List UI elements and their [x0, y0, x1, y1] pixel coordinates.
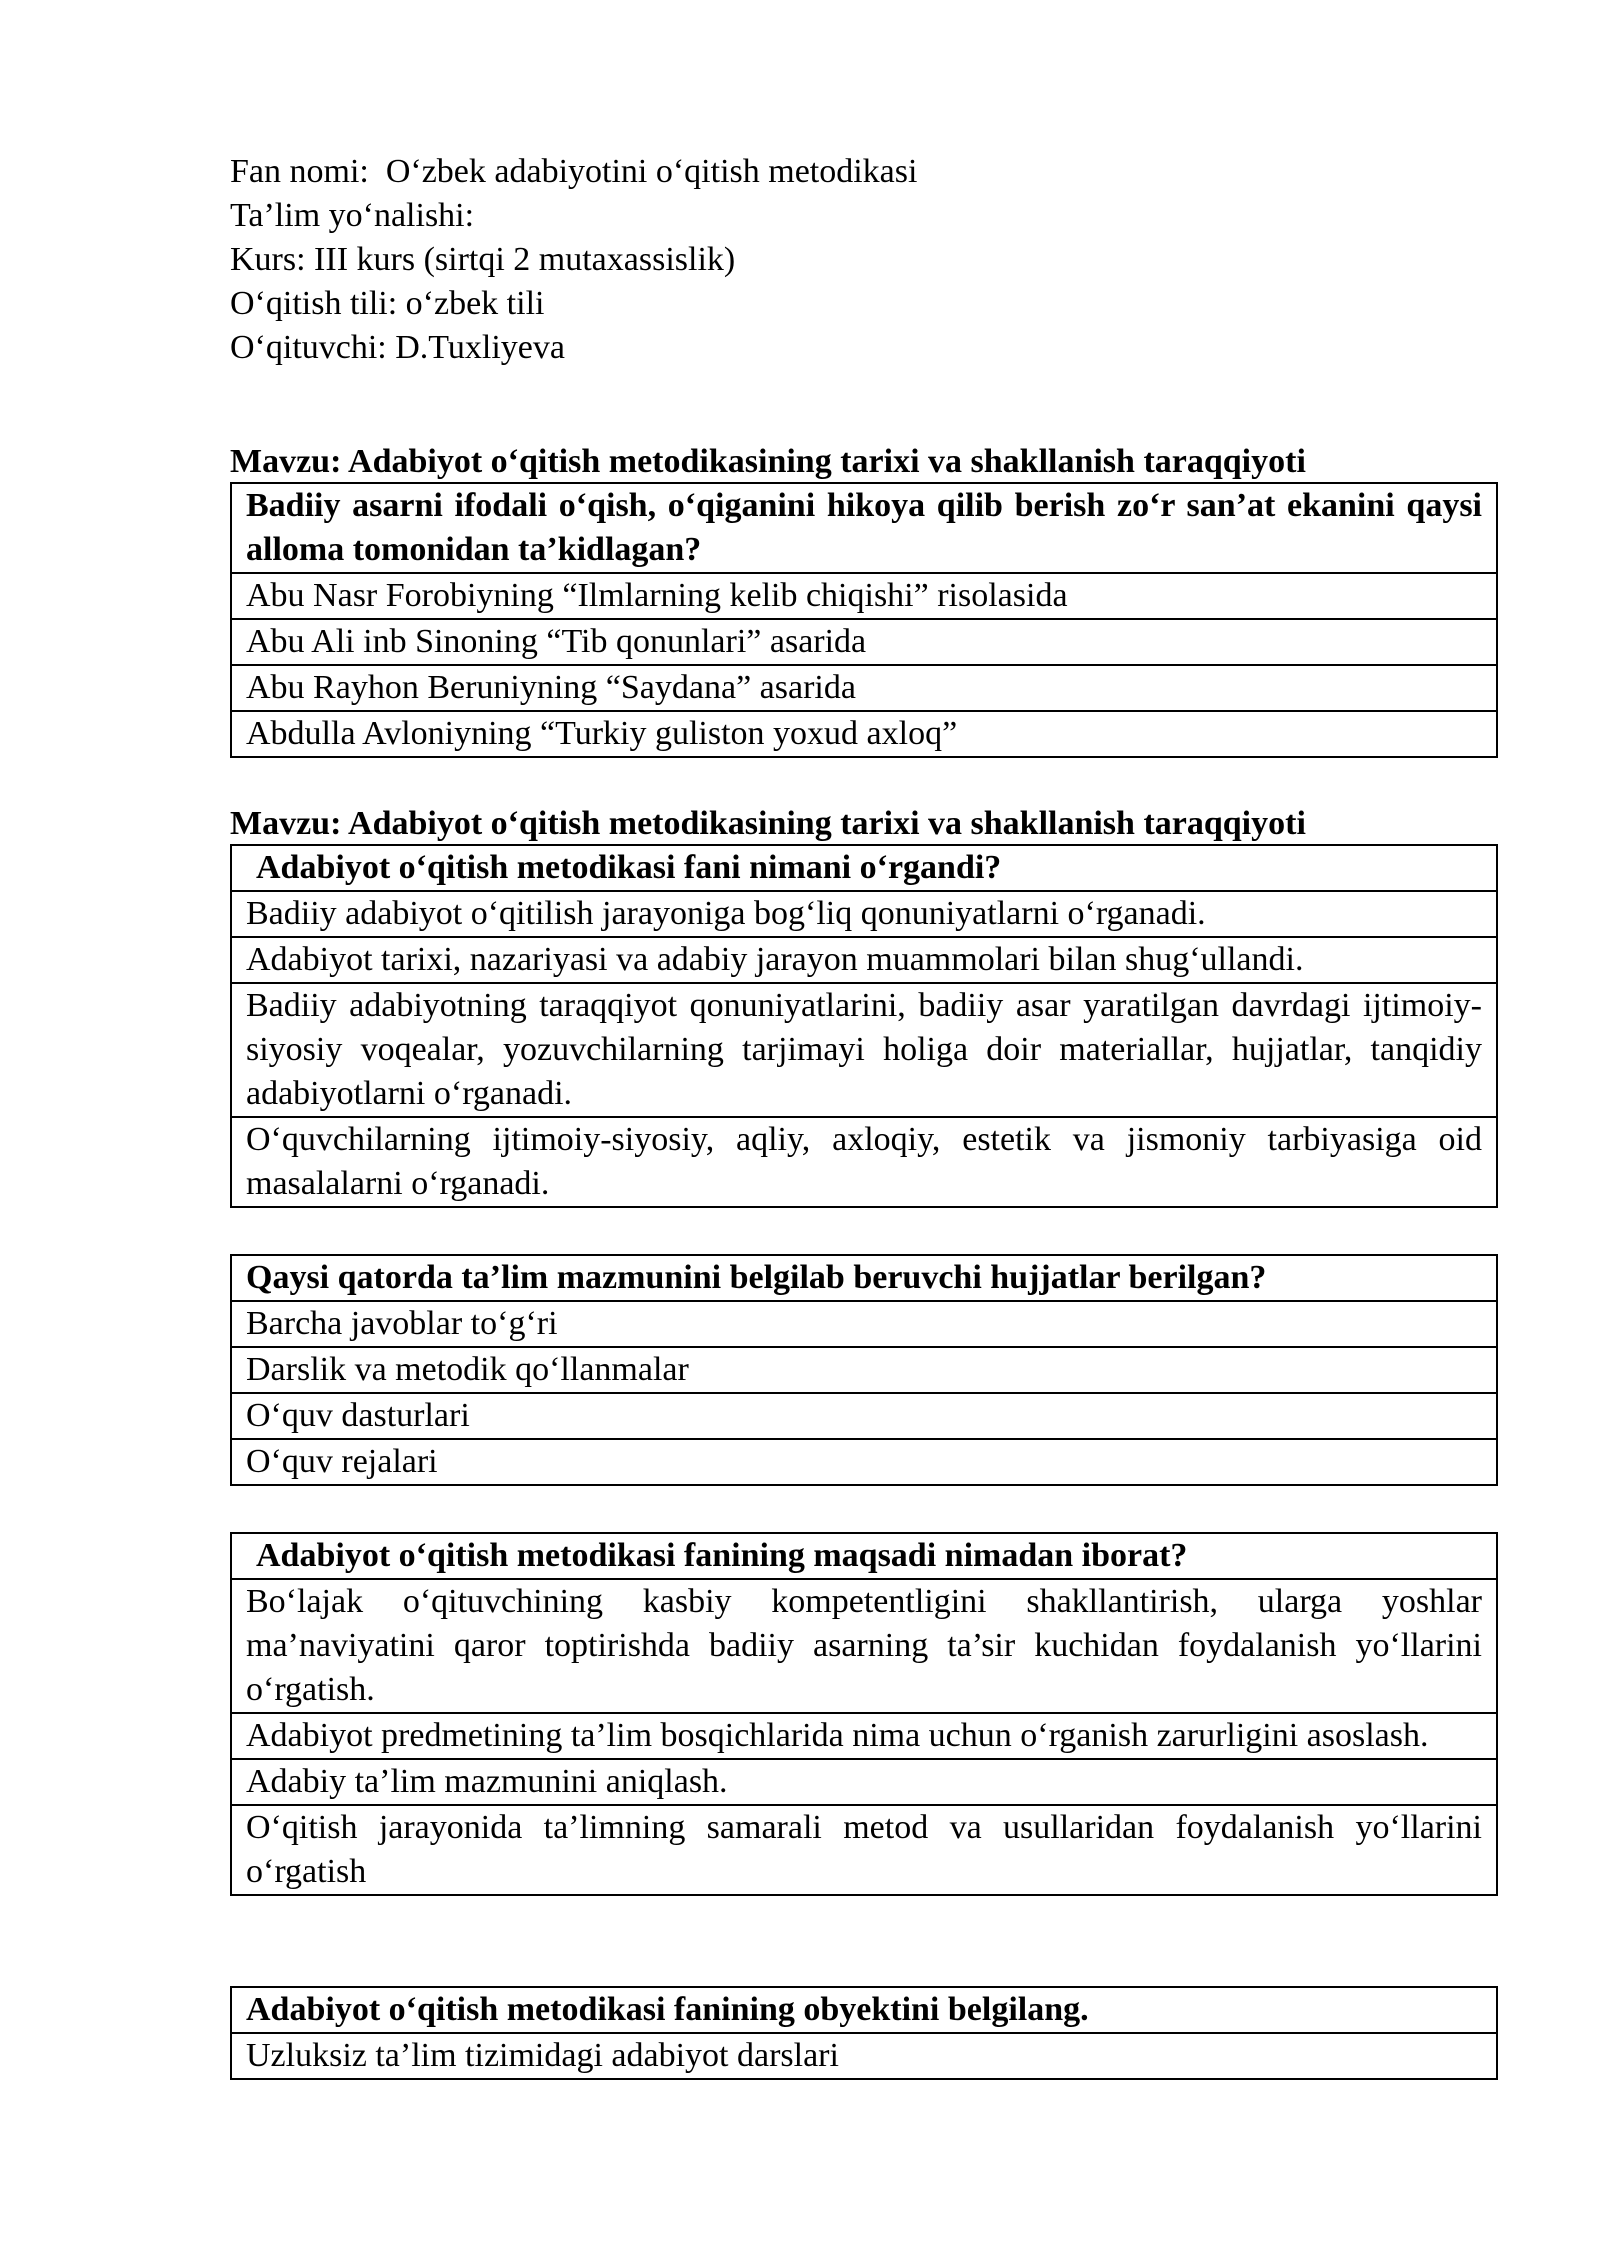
answer-option: Barcha javoblar to‘g‘ri [231, 1301, 1497, 1347]
document-header [230, 150, 1498, 370]
course-line: Kurs: III kurs (sirtqi 2 mutaxassislik) [230, 241, 736, 278]
question-text: Adabiyot o‘qitish metodikasi fanining maqsadi nimadan iborat? [231, 1533, 1497, 1579]
question-text: Adabiyot o‘qitish metodikasi fanining obyektini belgilang. [231, 1987, 1497, 2033]
answer-option: Badiiy adabiyot o‘qitilish jarayoniga bog‘liq qonuniyatlarni o‘rganadi. [231, 891, 1497, 937]
answer-option: Bo‘lajak o‘qituvchining kasbiy kompetentligini shakllantirish, ularga yoshlar ma’naviyatini qaror toptirishda badiiy asarning ta’sir kuchidan foydalanish yo‘llarini o‘rgatish. [231, 1579, 1497, 1713]
answer-option: O‘quvchilarning ijtimoiy-siyosiy, aqliy, axloqiy, estetik va jismoniy tarbiyasiga oid masalalarni o‘rganadi. [231, 1117, 1497, 1207]
question-text: Qaysi qatorda ta’lim mazmunini belgilab beruvchi hujjatlar berilgan? [231, 1255, 1497, 1301]
answer-option: Badiiy adabiyotning taraqqiyot qonuniyatlarini, badiiy asar yaratilgan davrdagi ijtimoiy-siyosiy voqealar, yozuvchilarning tarjimayi holiga doir materiallar, hujjatlar, tanqidiy adabiyotlarni o‘rganadi. [231, 983, 1497, 1117]
question-block-2 [230, 804, 1498, 1208]
answer-option: Abu Rayhon Beruniyning “Saydana” asarida [231, 665, 1497, 711]
answer-option: O‘qitish jarayonida ta’limning samarali metod va usullaridan foydalanish yo‘llarini o‘rgatish [231, 1805, 1497, 1895]
question-table [230, 1254, 1498, 1486]
answer-option: Adabiy ta’lim mazmunini aniqlash. [231, 1759, 1497, 1805]
teaching-language-line: O‘qitish tili: o‘zbek tili [230, 285, 545, 322]
question-table [230, 1986, 1498, 2080]
answer-option: Adabiyot tarixi, nazariyasi va adabiy jarayon muammolari bilan shug‘ullandi. [231, 937, 1497, 983]
answer-option: Abu Ali inb Sinoning “Tib qonunlari” asarida [231, 619, 1497, 665]
subject-name-line: Fan nomi: O‘zbek adabiyotini o‘qitish metodikasi [230, 153, 918, 190]
education-direction-line: Ta’lim yo‘nalishi: [230, 197, 475, 234]
topic-heading: Mavzu: Adabiyot o‘qitish metodikasining tarixi va shakllanish taraqqiyoti [230, 805, 1306, 842]
question-block-4 [230, 1532, 1498, 1896]
answer-option: Uzluksiz ta’lim tizimidagi adabiyot darslari [231, 2033, 1497, 2079]
answer-option: Adabiyot predmetining ta’lim bosqichlarida nima uchun o‘rganish zarurligini asoslash. [231, 1713, 1497, 1759]
answer-option: Abu Nasr Forobiyning “Ilmlarning kelib chiqishi” risolasida [231, 573, 1497, 619]
document-page [230, 150, 1498, 2080]
answer-option: O‘quv dasturlari [231, 1393, 1497, 1439]
question-block-5 [230, 1986, 1498, 2080]
question-block-3 [230, 1254, 1498, 1486]
teacher-line: O‘qituvchi: D.Tuxliyeva [230, 329, 565, 366]
question-text: Adabiyot o‘qitish metodikasi fani nimani o‘rgandi? [231, 845, 1497, 891]
question-table [230, 844, 1498, 1208]
question-text: Badiiy asarni ifodali o‘qish, o‘qiganini hikoya qilib berish zo‘r san’at ekanini qaysi alloma tomonidan ta’kidlagan? [231, 483, 1497, 573]
question-table [230, 482, 1498, 758]
answer-option: O‘quv rejalari [231, 1439, 1497, 1485]
question-table [230, 1532, 1498, 1896]
answer-option: Darslik va metodik qo‘llanmalar [231, 1347, 1497, 1393]
question-block-1 [230, 442, 1498, 758]
topic-heading: Mavzu: Adabiyot o‘qitish metodikasining tarixi va shakllanish taraqqiyoti [230, 443, 1306, 480]
answer-option: Abdulla Avloniyning “Turkiy guliston yoxud axloq” [231, 711, 1497, 757]
